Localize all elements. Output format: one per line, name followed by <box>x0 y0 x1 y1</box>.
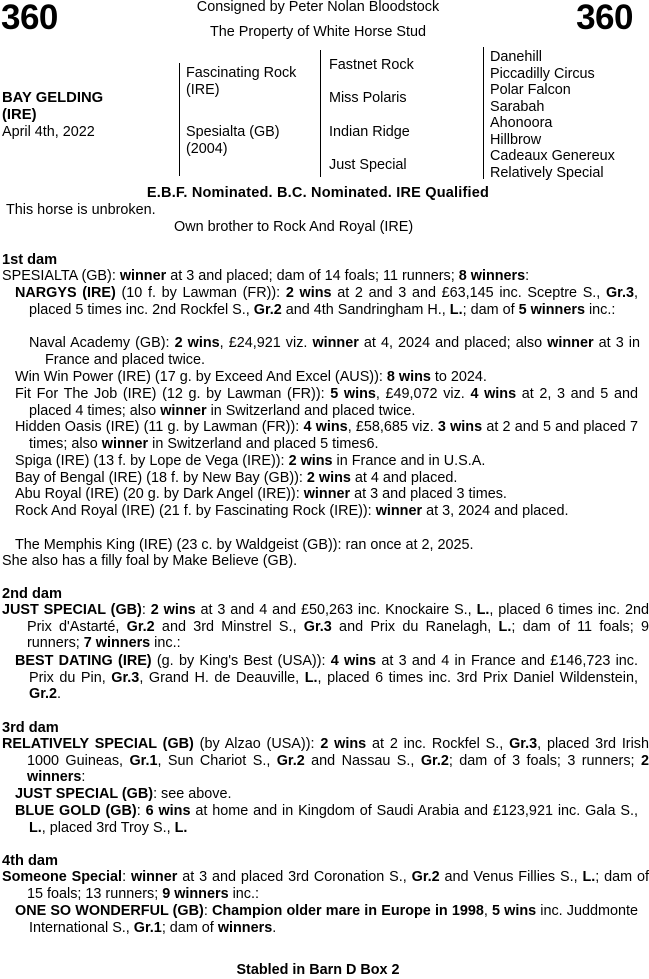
first-dam-progeny-naval-academy: Naval Academy (GB): 2 wins, £24,921 viz. winner at 4, 2024 and placed; also winner at 3 in France and placed twice. <box>29 335 640 368</box>
section-third-dam: 3rd dam <box>2 720 59 736</box>
second-dam-progeny-best-dating: BEST DATING (IRE) (g. by King's Best (USA)): 4 wins at 3 and 4 in France and £146,723 inc. Prix du Pin, Gr.3, Grand H. de Deauville, L., placed 6 times inc. 3rd Prix Daniel Wildenstein, Gr.2. <box>15 653 639 703</box>
pedigree-grandsire: Fastnet Rock <box>329 57 414 73</box>
first-dam-progeny-fit-for-the-job: Fit For The Job (IRE) (12 g. by Lawman (FR)): 5 wins, £49,072 viz. 4 wins at 2, 3 and 5 and placed 4 times; also winner in Switzerland and placed twice. <box>15 386 638 419</box>
pedigree-sire: Fascinating Rock (IRE) <box>186 65 297 98</box>
lot-number-left: 360 <box>1 0 58 37</box>
foaling-date: April 4th, 2022 <box>2 124 95 140</box>
third-dam-progeny-just-special: JUST SPECIAL (GB): see above. <box>15 786 232 802</box>
first-dam-progeny-rock-and-royal: Rock And Royal (IRE) (21 f. by Fascinating Rock (IRE)): winner at 3, 2024 and placed. <box>15 503 569 519</box>
first-dam-progeny-memphis-king: The Memphis King (IRE) (23 c. by Waldgeist (GB)): ran once at 2, 2025. <box>15 537 474 553</box>
pedigree-dam: Spesialta (GB) (2004) <box>186 124 280 157</box>
first-dam-filly-foal: She also has a filly foal by Make Believe (GB). <box>2 553 298 569</box>
first-dam-progeny-nargys: NARGYS (IRE) (10 f. by Lawman (FR)): 2 wins at 2 and 3 and £63,145 inc. Sceptre S., Gr.3, placed 5 times inc. 2nd Rockfel S., Gr.2 and 4th Sandringham H., L.; dam of 5 winners inc.: <box>15 285 638 318</box>
first-dam-progeny-bay-of-bengal: Bay of Bengal (IRE) (18 f. by New Bay (GB)): 2 wins at 4 and placed. <box>15 470 458 486</box>
horse-country: (IRE) <box>2 107 37 123</box>
first-dam-progeny-hidden-oasis: Hidden Oasis (IRE) (11 g. by Lawman (FR)): 4 wins, £58,685 viz. 3 wins at 2 and 5 and placed 7 times; also winner in Switzerland and placed 5 times6. <box>15 419 638 452</box>
horse-sex-colour: BAY GELDING <box>2 90 104 106</box>
section-fourth-dam: 4th dam <box>2 853 58 869</box>
first-dam-progeny-win-win-power: Win Win Power (IRE) (17 g. by Exceed And Excel (AUS)): 8 wins to 2024. <box>15 369 487 385</box>
first-dam-progeny-spiga: Spiga (IRE) (13 f. by Lope de Vega (IRE)): 2 wins in France and in U.S.A. <box>15 453 486 469</box>
pedigree-divider-2 <box>320 50 321 177</box>
property-line: The Property of White Horse Stud <box>210 24 426 40</box>
horse-identity <box>2 90 103 141</box>
lot-number-right: 360 <box>576 0 633 37</box>
second-dam-summary: JUST SPECIAL (GB): 2 wins at 3 and 4 and £50,263 inc. Knockaire S., L., placed 6 times inc. 2nd Prix d'Astarté, Gr.2 and 3rd Minstrel S., Gr.3 and Prix du Ranelagh, L.; dam of 11 foals; 9 runners; 7 winners inc.: <box>2 602 649 652</box>
pedigree-divider-3 <box>483 47 484 179</box>
section-second-dam: 2nd dam <box>2 586 63 602</box>
section-first-dam: 1st dam <box>2 252 58 268</box>
brother-note: Own brother to Rock And Royal (IRE) <box>174 219 414 235</box>
pedigree-dam-sire: Indian Ridge <box>329 124 410 140</box>
pedigree-dam-dam: Just Special <box>329 157 407 173</box>
fourth-dam-summary: Someone Special: winner at 3 and placed 3rd Coronation S., Gr.2 and Venus Fillies S., L.; dam of 15 foals; 13 runners; 9 winners inc.: <box>2 869 649 902</box>
nominations: E.B.F. Nominated. B.C. Nominated. IRE Qualified <box>146 185 490 201</box>
first-dam-progeny-abu-royal: Abu Royal (IRE) (20 g. by Dark Angel (IRE)): winner at 3 and placed 3 times. <box>15 486 507 502</box>
third-dam-progeny-blue-gold: BLUE GOLD (GB): 6 wins at home and in Kingdom of Saudi Arabia and £123,921 inc. Gala S., L., placed 3rd Troy S., L. <box>15 803 638 836</box>
consignor: Consigned by Peter Nolan Bloodstock <box>196 0 440 15</box>
stabling-info: Stabled in Barn D Box 2 <box>236 962 400 978</box>
third-dam-summary: RELATIVELY SPECIAL (GB) (by Alzao (USA)): 2 wins at 2 inc. Rockfel S., Gr.3, placed 3rd Irish 1000 Guineas, Gr.1, Sun Chariot S., Gr.2 and Nassau S., Gr.2; dam of 3 foals; 3 runners; 2 winners: <box>2 736 649 786</box>
fourth-dam-progeny-one-so-wonderful: ONE SO WONDERFUL (GB): Champion older mare in Europe in 1998, 5 wins inc. Juddmonte International S., Gr.1; dam of winners. <box>15 903 639 936</box>
unbroken-note: This horse is unbroken. <box>6 202 156 218</box>
pedigree-granddam: Miss Polaris <box>329 90 407 106</box>
pedigree-divider-1 <box>179 63 180 176</box>
first-dam-summary: SPESIALTA (GB): winner at 3 and placed; dam of 14 foals; 11 runners; 8 winners: <box>2 268 530 284</box>
pedigree-gen3: Danehill Piccadilly Circus Polar Falcon Sarabah Ahonoora Hillbrow Cadeaux Genereux Relatively Special <box>490 49 615 181</box>
